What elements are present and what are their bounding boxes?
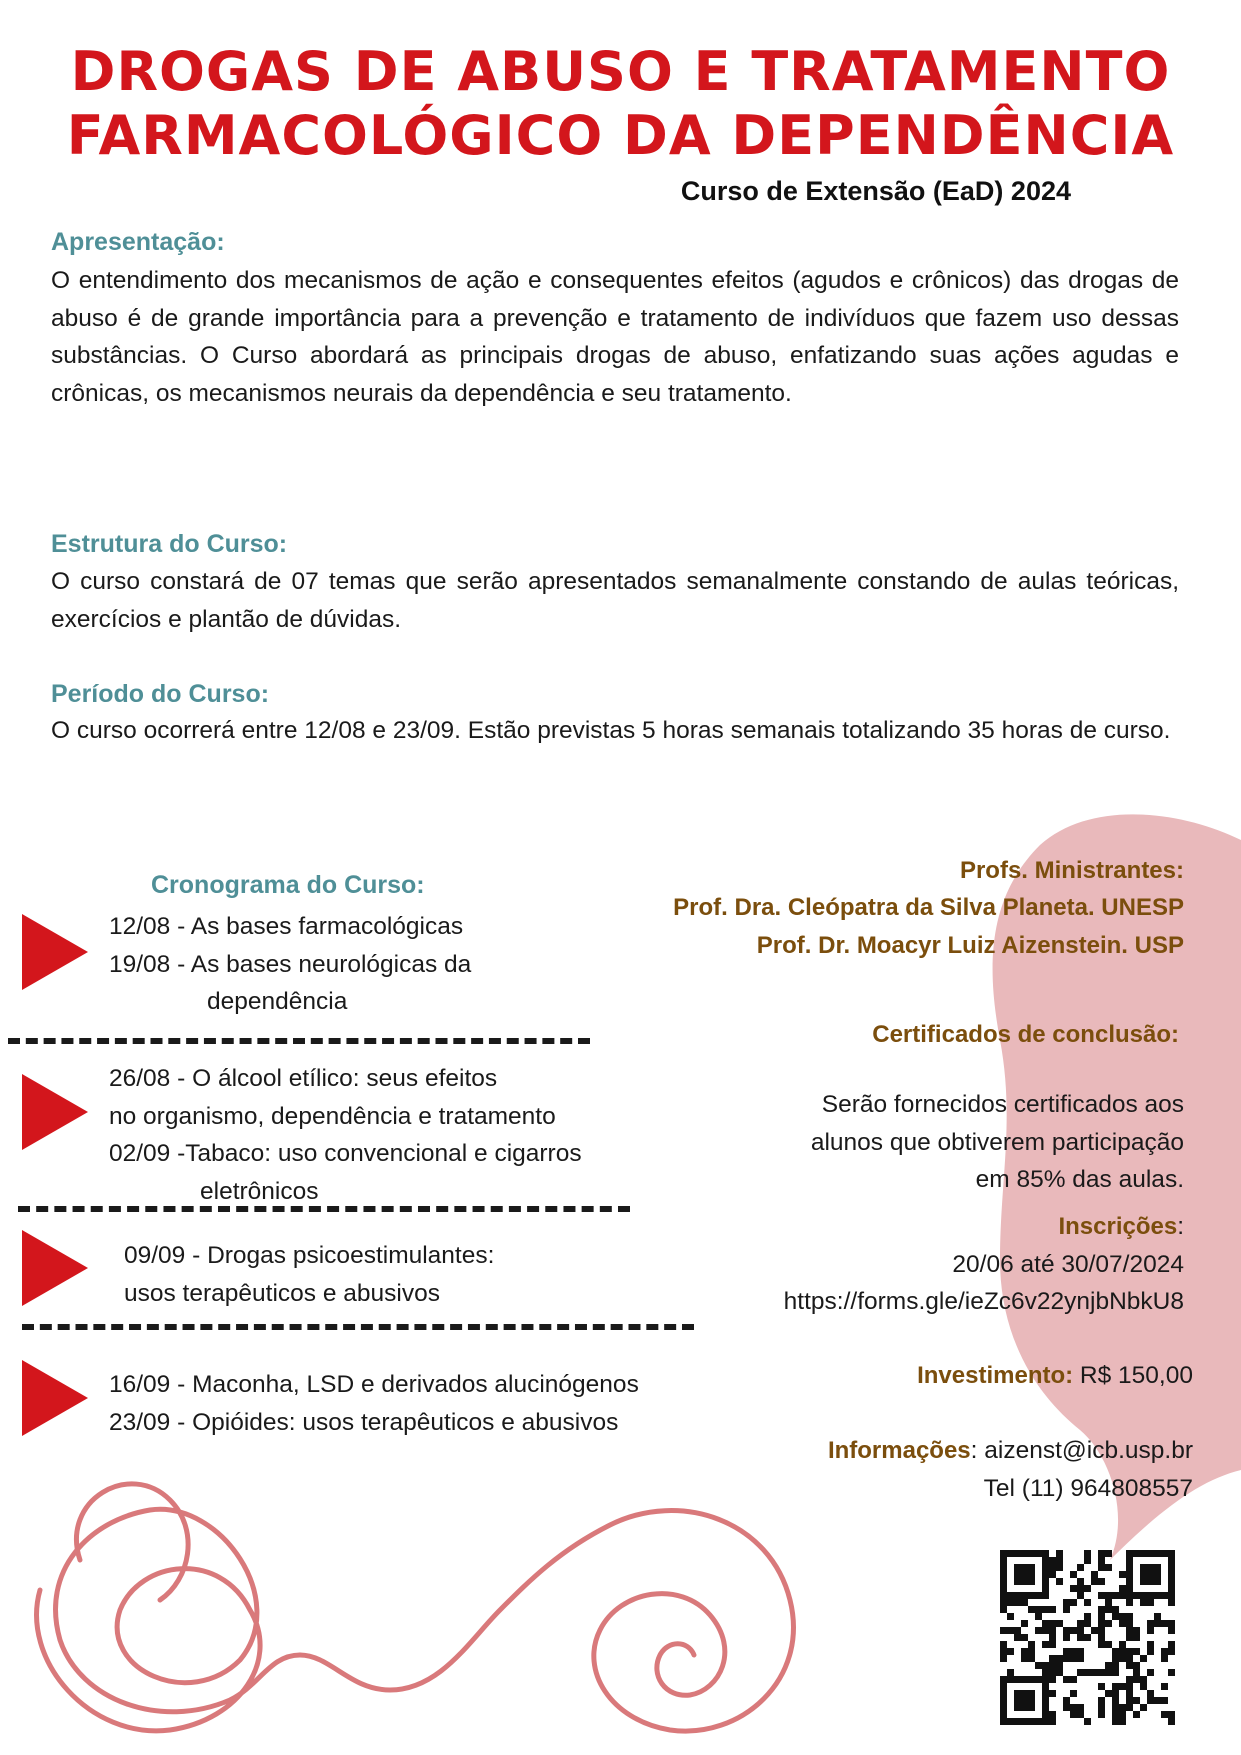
schedule-item: eletrônicos (200, 1177, 319, 1205)
schedule-item: no organismo, dependência e tratamento (109, 1102, 556, 1130)
periodo-heading: Período do Curso: (51, 680, 270, 708)
informacoes-tel: Tel (11) 964808557 (983, 1474, 1193, 1502)
schedule-item: dependência (207, 988, 348, 1015)
inscricoes-colon: : (1177, 1213, 1184, 1240)
schedule-item: 26/08 - O álcool etílico: seus efeitos (109, 1065, 498, 1092)
triangle-bullet-icon (22, 914, 88, 990)
cronograma-block-3 (124, 1237, 494, 1312)
title-line-1: DROGAS DE ABUSO E TRATAMENTO (70, 40, 1171, 103)
qr-code-icon (1000, 1550, 1176, 1726)
periodo-text: O curso ocorrerá entre 12/08 e 23/09. Estão previstas 5 horas semanais totalizando 35 horas de curso. (51, 717, 1171, 744)
schedule-item: 12/08 - As bases farmacológicas (109, 913, 464, 940)
subtitle: Curso de Extensão (EaD) 2024 (680, 176, 1071, 206)
schedule-item: 16/09 - Maconha, LSD e derivados alucinógenos (109, 1371, 639, 1398)
certificados-line: Serão fornecidos certificados aos (821, 1091, 1184, 1118)
professor-1: Prof. Dra. Cleópatra da Silva Planeta. UNESP (673, 894, 1184, 921)
schedule-item: 23/09 - Opióides: usos terapêuticos e abusivos (109, 1408, 619, 1436)
estrutura-text: O curso constará de 07 temas que serão apresentados semanalmente constando de aulas teóricas, exercícios e plantão de dúvidas. (51, 568, 1179, 633)
triangle-bullet-icon (22, 1230, 88, 1306)
investimento-value: R$ 150,00 (1073, 1362, 1193, 1389)
informacoes-email[interactable]: : aizenst@icb.usp.br (970, 1437, 1193, 1464)
certificados-heading: Certificados de conclusão: (872, 1021, 1179, 1048)
triangle-bullet-icon (22, 1360, 88, 1436)
squiggle-decoration (0, 1440, 900, 1755)
certificados-line: alunos que obtiverem participação (810, 1128, 1184, 1156)
cronograma-block-2 (109, 1060, 582, 1210)
apresentacao-text: O entendimento dos mecanismos de ação e consequentes efeitos (agudos e crônicos) das drogas de abuso é de grande importância para a prevenção e tratamento de indivíduos que fazem uso dessas substâncias. O Curso abordará as principais drogas de abuso, enfatizando suas ações agudas e crônicas, os mecanismos neurais da dependência e seu tratamento. (51, 267, 1179, 407)
triangle-bullet-icon (22, 1074, 88, 1150)
cronograma-heading: Cronograma do Curso: (151, 871, 425, 899)
dashed-divider (18, 1206, 630, 1212)
title-line-2: FARMACOLÓGICO DA DEPENDÊNCIA (66, 104, 1175, 167)
investimento-section (917, 1357, 1193, 1395)
inscricoes-heading: Inscrições (1058, 1213, 1178, 1240)
apresentacao-heading: Apresentação: (51, 228, 225, 256)
dashed-divider (22, 1324, 694, 1330)
schedule-item: 09/09 - Drogas psicoestimulantes: (124, 1242, 495, 1269)
schedule-item: usos terapêuticos e abusivos (124, 1279, 440, 1307)
professor-2: Prof. Dr. Moacyr Luiz Aizenstein. USP (756, 932, 1184, 959)
certificados-line: em 85% das aulas. (975, 1166, 1184, 1193)
investimento-heading: Investimento: (917, 1362, 1074, 1389)
cronograma-block-1 (109, 908, 471, 1021)
schedule-item: 02/09 -Tabaco: uso convencional e cigarros (109, 1140, 582, 1167)
dashed-divider (8, 1038, 590, 1044)
estrutura-heading: Estrutura do Curso: (51, 530, 288, 558)
inscricoes-link[interactable]: https://forms.gle/ieZc6v22ynjbNbkU8 (783, 1288, 1184, 1315)
inscricoes-dates: 20/06 até 30/07/2024 (952, 1250, 1184, 1278)
informacoes-heading: Informações (827, 1437, 971, 1464)
inscricoes-section (784, 1208, 1184, 1321)
professores-heading: Profs. Ministrantes: (959, 857, 1184, 884)
schedule-item: 19/08 - As bases neurológicas da (109, 950, 472, 978)
cronograma-block-4 (109, 1366, 639, 1441)
certificados-text (811, 1086, 1184, 1199)
